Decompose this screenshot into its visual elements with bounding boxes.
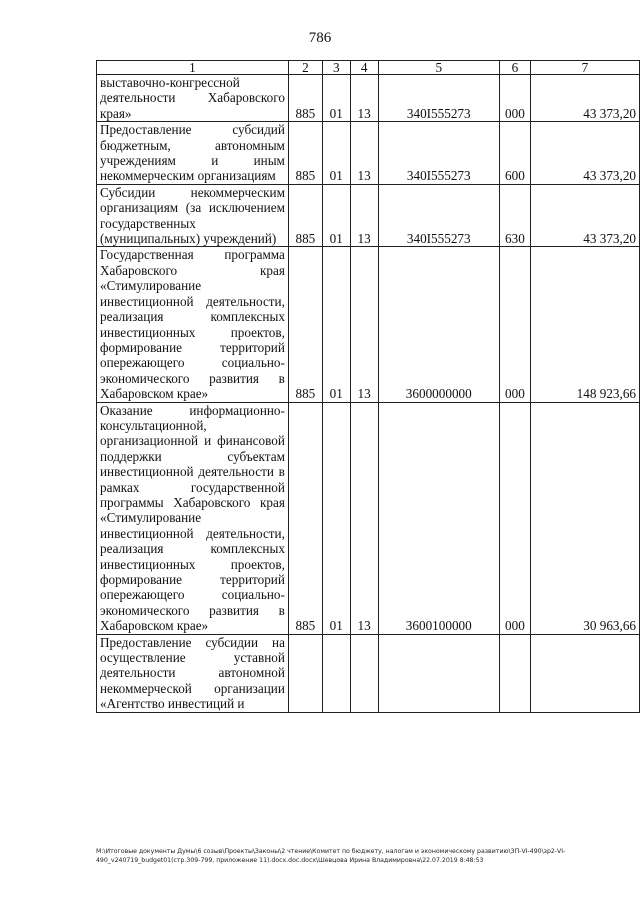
cell-col6: 000 [499,247,530,402]
cell-col3: 01 [322,184,350,247]
cell-col2: 885 [288,122,322,185]
cell-col6: 000 [499,75,530,122]
cell-col4: 13 [350,184,378,247]
cell-col7 [530,634,639,712]
cell-col3: 01 [322,402,350,634]
cell-col4: 13 [350,402,378,634]
cell-col2 [288,634,322,712]
budget-table [96,60,640,713]
column-header: 6 [499,61,530,75]
cell-col2: 885 [288,75,322,122]
row-name: выставочно-конгрессной деятельности Хабаровского края» [97,75,289,122]
table-header-row [97,61,640,75]
cell-col5: 340I555273 [378,122,499,185]
table-row [97,402,640,634]
row-name: Оказание информационно-консультационной, организационной и финансовой поддержки субъектам инвестиционной деятельности в рамках государственной программы Хабаровского края «Стимулирование инвестиционной деятельности, реализация комплексных инвестиционных проектов, формирование территорий опережающего социально-экономического развития в Хабаровском крае» [97,402,289,634]
cell-col5 [378,634,499,712]
cell-col2: 885 [288,247,322,402]
cell-col7: 43 373,20 [530,75,639,122]
table-row [97,247,640,402]
column-header: 2 [288,61,322,75]
cell-col5: 3600000000 [378,247,499,402]
cell-col6: 000 [499,402,530,634]
row-name: Предоставление субсидий бюджетным, автономным учреждениям и иным некоммерческим организациям [97,122,289,185]
cell-col7: 30 963,66 [530,402,639,634]
cell-col5: 340I555273 [378,75,499,122]
table-row [97,184,640,247]
cell-col4: 13 [350,247,378,402]
cell-col4: 13 [350,122,378,185]
table-row [97,122,640,185]
cell-col5: 3600100000 [378,402,499,634]
cell-col2: 885 [288,184,322,247]
cell-col3 [322,634,350,712]
column-header: 4 [350,61,378,75]
cell-col3: 01 [322,247,350,402]
table-row [97,75,640,122]
table-row [97,634,640,712]
row-name: Субсидии некоммерческим организациям (за исключением государственных (муниципальных) учреждений) [97,184,289,247]
row-name: Государственная программа Хабаровского края «Стимулирование инвестиционной деятельности, реализация комплексных инвестиционных проектов, формирование территорий опережающего социально-экономического развития в Хабаровском крае» [97,247,289,402]
cell-col6: 630 [499,184,530,247]
cell-col7: 148 923,66 [530,247,639,402]
row-name: Предоставление субсидии на осуществление уставной деятельности автономной некоммерческой организации «Агентство инвестиций и [97,634,289,712]
column-header: 5 [378,61,499,75]
column-header: 1 [97,61,289,75]
cell-col2: 885 [288,402,322,634]
cell-col6 [499,634,530,712]
cell-col4 [350,634,378,712]
cell-col3: 01 [322,75,350,122]
cell-col6: 600 [499,122,530,185]
footer-file-path: M:\Итоговые документы Думы\6 созыв\Проекты\Законы\2 чтение\Комитет по бюджету, налогам и экономическому развитию\3П-VI-490\зр2-VI-490_v240719_budget01(стр.309-799, приложение 11).docx.doc.docx\Шевцова Ирина Владимировна\22.07.2019 8:48:53 [96,848,566,864]
cell-col4: 13 [350,75,378,122]
column-header: 7 [530,61,639,75]
cell-col7: 43 373,20 [530,122,639,185]
cell-col3: 01 [322,122,350,185]
cell-col5: 340I555273 [378,184,499,247]
page-number: 786 [308,30,332,46]
cell-col7: 43 373,20 [530,184,639,247]
column-header: 3 [322,61,350,75]
